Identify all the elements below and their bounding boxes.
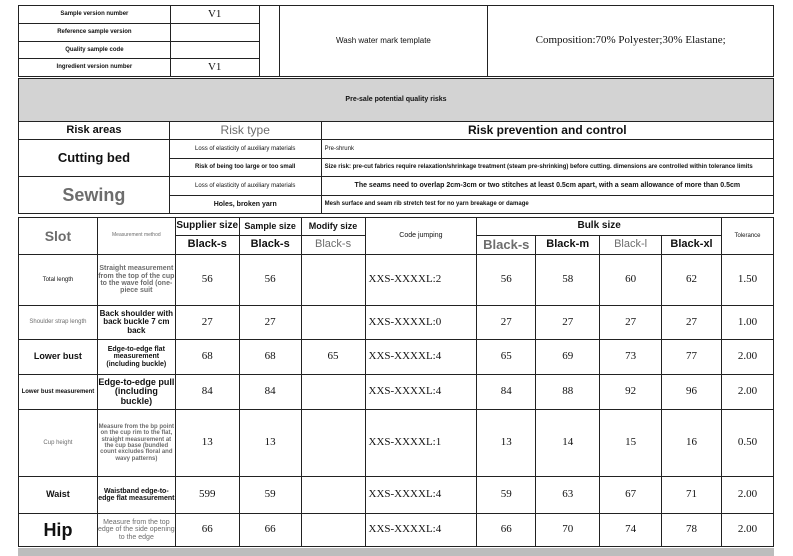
bulk-cell: 59 xyxy=(477,477,536,514)
modify-size-subheader: Black-s xyxy=(301,236,365,255)
risk-areas-header: Risk areas xyxy=(19,122,170,140)
slot-cell: Hip xyxy=(19,514,98,547)
risk-control-header: Risk prevention and control xyxy=(321,122,773,140)
bulk-cell: 16 xyxy=(662,410,722,477)
method-cell: Edge-to-edge pull (including buckle) xyxy=(97,375,175,410)
jump-cell: XXS-XXXXL:4 xyxy=(365,340,477,375)
risk-table xyxy=(18,121,774,214)
bulk-cell: 73 xyxy=(600,340,662,375)
bulk-cell: 96 xyxy=(662,375,722,410)
bulk-cell: 77 xyxy=(662,340,722,375)
slot-cell: Lower bust measurement xyxy=(19,375,98,410)
header-value: V1 xyxy=(170,6,259,24)
jump-cell: XXS-XXXXL:4 xyxy=(365,477,477,514)
bulk-size-column: Black-m xyxy=(536,236,600,255)
tolerance-cell: 2.00 xyxy=(721,477,773,514)
header-value: V1 xyxy=(170,59,259,77)
table-row xyxy=(19,306,774,340)
tolerance-cell: 1.00 xyxy=(721,306,773,340)
modify-size-header: Modify size xyxy=(301,218,365,236)
supplier-size-header: Supplier size xyxy=(175,218,239,236)
sample-cell: 68 xyxy=(239,340,301,375)
supplier-size-subheader: Black-s xyxy=(175,236,239,255)
method-header: Measurement method xyxy=(97,218,175,255)
header-label: Ingredient version number xyxy=(19,59,171,77)
header-label: Sample version number xyxy=(19,6,171,24)
risk-area-cutting: Cutting bed xyxy=(19,140,170,177)
bulk-cell: 70 xyxy=(536,514,600,547)
slot-cell: Cup height xyxy=(19,410,98,477)
jump-cell: XXS-XXXXL:1 xyxy=(365,410,477,477)
table-row xyxy=(19,340,774,375)
bulk-cell: 67 xyxy=(600,477,662,514)
supplier-cell: 68 xyxy=(175,340,239,375)
risk-type: Risk of being too large or too small xyxy=(169,159,321,177)
supplier-cell: 84 xyxy=(175,375,239,410)
sample-cell: 59 xyxy=(239,477,301,514)
sample-cell: 13 xyxy=(239,410,301,477)
template-title: Wash water mark template xyxy=(279,6,488,77)
supplier-cell: 66 xyxy=(175,514,239,547)
tolerance-header: Tolerance xyxy=(721,218,773,255)
bulk-cell: 63 xyxy=(536,477,600,514)
method-cell: Straight measurement from the top of the cup to the wave fold (one-piece suit xyxy=(97,255,175,306)
sample-cell: 84 xyxy=(239,375,301,410)
table-row xyxy=(19,410,774,477)
modify-cell: 65 xyxy=(301,340,365,375)
bulk-size-column: Black-l xyxy=(600,236,662,255)
bulk-cell: 14 xyxy=(536,410,600,477)
bottom-gray-strip xyxy=(18,548,774,556)
table-row xyxy=(19,477,774,514)
method-cell: Measure from the bp point on the cup rim to the flat, straight measurement at the cup base (bundled count excludes floral and wavy patterns) xyxy=(97,410,175,477)
code-jumping-header: Code jumping xyxy=(365,218,477,255)
table-row xyxy=(19,255,774,306)
modify-cell xyxy=(301,255,365,306)
modify-cell xyxy=(301,410,365,477)
sample-cell: 66 xyxy=(239,514,301,547)
slot-cell: Waist xyxy=(19,477,98,514)
header-table xyxy=(18,5,774,77)
risk-banner-table xyxy=(18,78,774,122)
risk-type: Loss of elasticity of auxiliary materials xyxy=(169,177,321,196)
method-cell: Waistband edge-to-edge flat measurement xyxy=(97,477,175,514)
bulk-cell: 27 xyxy=(477,306,536,340)
supplier-cell: 27 xyxy=(175,306,239,340)
header-value xyxy=(170,42,259,59)
sample-cell: 27 xyxy=(239,306,301,340)
table-row xyxy=(19,375,774,410)
slot-cell: Total length xyxy=(19,255,98,306)
bulk-cell: 15 xyxy=(600,410,662,477)
tolerance-cell: 2.00 xyxy=(721,375,773,410)
risk-control: The seams need to overlap 2cm-3cm or two stitches at least 0.5cm apart, with a seam allowance of more than 0.5cm xyxy=(321,177,773,196)
jump-cell: XXS-XXXXL:4 xyxy=(365,514,477,547)
supplier-cell: 56 xyxy=(175,255,239,306)
bulk-size-header: Bulk size xyxy=(477,218,722,236)
method-cell: Back shoulder with back buckle 7 cm back xyxy=(97,306,175,340)
bulk-cell: 78 xyxy=(662,514,722,547)
modify-cell xyxy=(301,375,365,410)
risk-type: Holes, broken yarn xyxy=(169,196,321,214)
composition: Composition:70% Polyester;30% Elastane; xyxy=(488,6,774,77)
header-value xyxy=(170,24,259,42)
method-cell: Measure from the top edge of the side opening to the edge xyxy=(97,514,175,547)
bulk-cell: 62 xyxy=(662,255,722,306)
header-spacer xyxy=(259,6,279,77)
jump-cell: XXS-XXXXL:2 xyxy=(365,255,477,306)
risk-banner: Pre-sale potential quality risks xyxy=(19,79,774,122)
supplier-cell: 599 xyxy=(175,477,239,514)
slot-cell: Lower bust xyxy=(19,340,98,375)
bulk-cell: 84 xyxy=(477,375,536,410)
method-cell: Edge-to-edge flat measurement (including buckle) xyxy=(97,340,175,375)
modify-cell xyxy=(301,306,365,340)
bulk-cell: 69 xyxy=(536,340,600,375)
modify-cell xyxy=(301,477,365,514)
risk-type: Loss of elasticity of auxiliary materials xyxy=(169,140,321,159)
tolerance-cell: 2.00 xyxy=(721,340,773,375)
bulk-cell: 71 xyxy=(662,477,722,514)
jump-cell: XXS-XXXXL:0 xyxy=(365,306,477,340)
bulk-cell: 74 xyxy=(600,514,662,547)
bulk-cell: 66 xyxy=(477,514,536,547)
header-label: Quality sample code xyxy=(19,42,171,59)
bulk-cell: 56 xyxy=(477,255,536,306)
tolerance-cell: 1.50 xyxy=(721,255,773,306)
risk-control: Pre-shrunk xyxy=(321,140,773,159)
slot-cell: Shoulder strap length xyxy=(19,306,98,340)
risk-type-header: Risk type xyxy=(169,122,321,140)
risk-area-sewing: Sewing xyxy=(19,177,170,214)
bulk-cell: 27 xyxy=(662,306,722,340)
bulk-cell: 60 xyxy=(600,255,662,306)
bulk-size-column: Black-s xyxy=(477,236,536,255)
size-table xyxy=(18,217,774,547)
risk-control: Size risk: pre-cut fabrics require relaxation/shrinkage treatment (steam pre-shrinking) before cutting. dimensions are controlled within tolerance limits xyxy=(321,159,773,177)
sample-cell: 56 xyxy=(239,255,301,306)
bulk-cell: 27 xyxy=(600,306,662,340)
table-row xyxy=(19,514,774,547)
risk-control: Mesh surface and seam rib stretch test for no yarn breakage or damage xyxy=(321,196,773,214)
bulk-cell: 27 xyxy=(536,306,600,340)
tolerance-cell: 0.50 xyxy=(721,410,773,477)
bulk-cell: 65 xyxy=(477,340,536,375)
sample-size-header: Sample size xyxy=(239,218,301,236)
jump-cell: XXS-XXXXL:4 xyxy=(365,375,477,410)
slot-header: Slot xyxy=(19,218,98,255)
bulk-cell: 92 xyxy=(600,375,662,410)
sample-size-subheader: Black-s xyxy=(239,236,301,255)
header-label: Reference sample version xyxy=(19,24,171,42)
bulk-cell: 13 xyxy=(477,410,536,477)
supplier-cell: 13 xyxy=(175,410,239,477)
bulk-cell: 88 xyxy=(536,375,600,410)
bulk-cell: 58 xyxy=(536,255,600,306)
bulk-size-column: Black-xl xyxy=(662,236,722,255)
tolerance-cell: 2.00 xyxy=(721,514,773,547)
modify-cell xyxy=(301,514,365,547)
